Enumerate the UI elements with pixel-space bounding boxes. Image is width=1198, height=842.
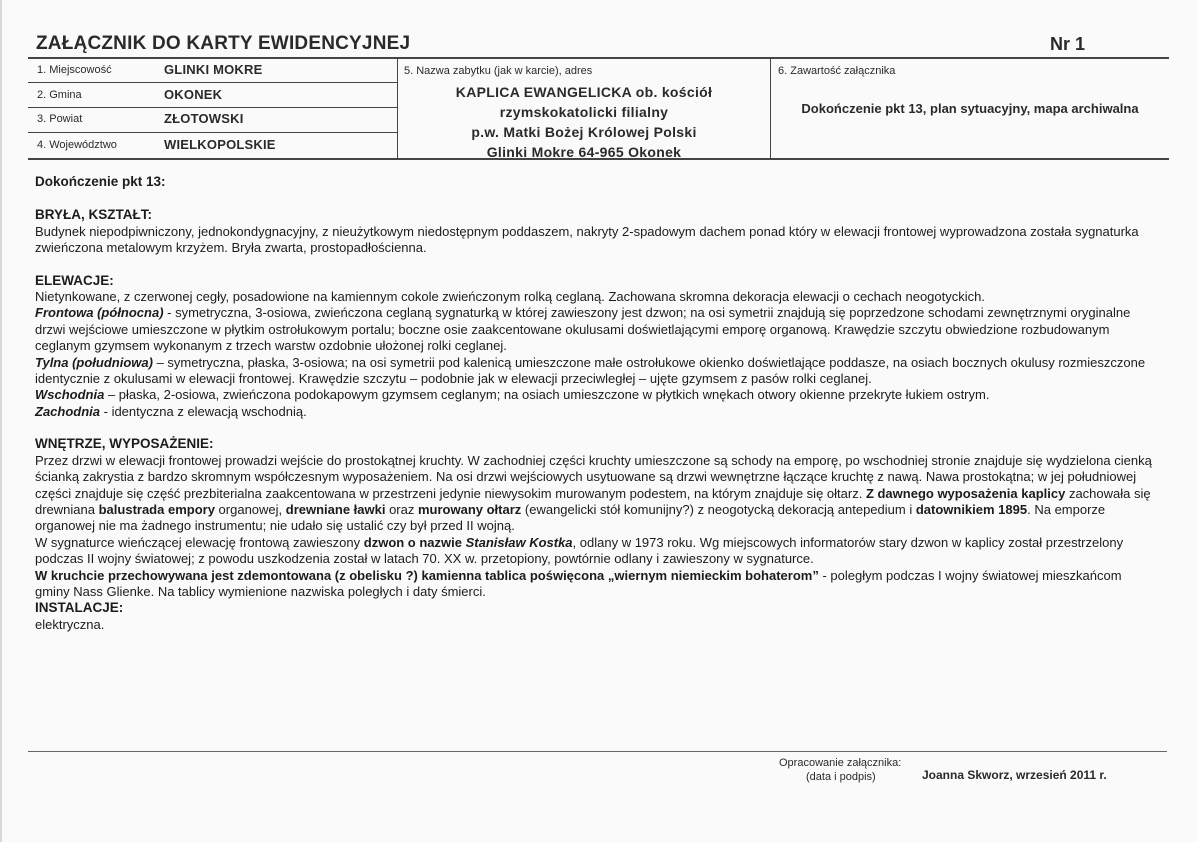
footer-author: Joanna Skworz, wrzesień 2011 r. [922, 768, 1107, 782]
top-rule [28, 57, 1169, 59]
wnetrze-p1-text-2: zachowała się drewniana [35, 485, 1151, 517]
zabytek-line-2: rzymskokatolicki filialny [499, 104, 669, 120]
tylna-label: Tylna (południowa) [35, 354, 153, 370]
zawartosc-label: 6. Zawartość załącznika [778, 65, 896, 77]
wnetrze-paragraph-3 [35, 568, 1155, 601]
footer-label: Opracowanie załącznika: [779, 757, 902, 769]
zachodnia-label: Zachodnia [35, 403, 101, 419]
column-divider-1 [397, 58, 398, 158]
bryla-text: Budynek niepodpiwniczony, jednokondygnacyjny, z nieużytkowym niedostępnym poddaszem, nakryty 2-spadowym dachem ponad który w elewacji frontowej wyprowadzona została sygnaturka zwieńczona metalowym krzyżem. Bryła zwarta, prostopadłościenna. [35, 223, 1139, 256]
wnetrze-p2-text-1: W sygnaturce wieńczącej elewację frontową zawieszony [35, 534, 364, 550]
row-divider-2 [28, 107, 397, 108]
elewacja-frontowa [35, 305, 1155, 354]
instalacje-text: elektryczna. [35, 616, 105, 632]
zawartosc-value: Dokończenie pkt 13, plan sytuacyjny, mapa archiwalna [801, 101, 1139, 116]
wnetrze-heading: WNĘTRZE, WYPOSAŻENIE: [35, 436, 214, 452]
wnetrze-paragraph-1 [35, 453, 1155, 535]
gmina-value: OKONEK [164, 87, 223, 102]
powiat-value: ZŁOTOWSKI [164, 111, 244, 126]
column-divider-2 [770, 58, 771, 158]
intro-heading: Dokończenie pkt 13: [35, 174, 166, 189]
zabytek-line-4: Glinki Mokre 64-965 Okonek [486, 144, 682, 160]
wnetrze-p1-text: Przez drzwi w elewacji frontowej prowadzi wejście do prostokątnej kruchty. W zachodniej części kruchty umieszczone są schody na emporę, po wschodniej stronie znajduje się wydzielona cienką ścianką zakrystia z bardzo skromnym współczesnym wyposażeniem. Na osi drzwi wejściowych usytuowane są drzwi wewnętrzne łączące kruchtę z nawą. Nawa prostokątna; w jej południowej części znajduje się część prezbiterialna zaakcentowana w przestrzeni jedynie niewysokim murowanym podestem, na którym znajduje się ołtarz. [35, 452, 1152, 501]
wnetrze-p2-bold-1: dzwon o nazwie [363, 534, 466, 550]
wnetrze-p3-text: - poległym podczas I wojny światowej mieszkańcom gminy Nass Glienke. Na tablicy wymienione nazwiska poległych i daty śmierci. [35, 567, 1122, 599]
bryla-heading: BRYŁA, KSZTAŁT: [35, 207, 152, 223]
attachment-number: Nr 1 [1050, 34, 1086, 54]
document-body [35, 174, 1155, 633]
zabytek-line-1: KAPLICA EWANGELICKA ob. kościół [455, 84, 713, 100]
zachodnia-text: - identyczna z elewacją wschodnią. [100, 403, 307, 419]
wnetrze-p3-bold: W kruchcie przechowywana jest zdemontowana (z obelisku ?) kamienna tablica poświęcona „wiernym niemieckim bohaterom” [35, 567, 819, 583]
wnetrze-p1-text-6: . Na emporze organowej nie ma żadnego instrumentu; nie udało się ustalić czy był przed II wojną. [35, 501, 1106, 534]
instalacje-heading: INSTALACJE: [35, 600, 124, 616]
page-edge [0, 0, 2, 842]
wnetrze-p1-text-3: organowej, [214, 501, 286, 517]
wnetrze-p2-text-2: , odlany w 1973 roku. Wg miejscowych informatorów stary dzwon w kaplicy został przestrzelony podczas II wojny światowej; z powodu uszkodzenia został w latach 70. XX w. przetopiony, powtórnie odlany i zawieszony w sygnaturce. [35, 534, 1124, 567]
wschodnia-text: – płaska, 2-osiowa, zwieńczona podokapowym gzymsem ceglanym; na osiach umieszczone w płytkich wnękach otwory okienne przekryte łukiem ostrym. [104, 387, 990, 403]
wnetrze-p1-bold-5: datownikiem 1895 [915, 501, 1028, 517]
elewacje-intro: Nietynkowane, z czerwonej cegły, posadowione na kamiennym cokole zwieńczonym rolką ceglaną. Zachowana skromna dekoracja elewacji o cechach neogotyckich. [35, 289, 985, 305]
wojewodztwo-label: 4. Województwo [37, 139, 117, 151]
miejscowosc-value: GLINKI MOKRE [164, 62, 263, 77]
powiat-label: 3. Powiat [37, 113, 83, 125]
zabytek-label: 5. Nazwa zabytku (jak w karcie), adres [404, 65, 593, 77]
footer-rule [28, 751, 1167, 752]
wnetrze-p1-text-5: (ewangelicki stół komunijny?) z neogotycką dekoracją antepedium i [521, 501, 916, 517]
zabytek-name [400, 82, 768, 162]
row-divider-1 [28, 82, 397, 83]
wschodnia-label: Wschodnia [35, 387, 105, 403]
wnetrze-p1-bold-2: balustrada empory [98, 501, 215, 517]
wnetrze-paragraph-2 [35, 535, 1155, 568]
wnetrze-p1-bold-3: drewniane ławki [285, 501, 386, 517]
zabytek-line-3: p.w. Matki Bożej Królowej Polski [471, 124, 697, 140]
elewacja-wschodnia [35, 387, 1155, 403]
page-title: ZAŁĄCZNIK DO KARTY EWIDENCYJNEJ [36, 33, 411, 54]
wnetrze-p1-text-4: oraz [385, 501, 418, 517]
frontowa-text: - symetryczna, 3-osiowa, zwieńczona ceglaną sygnaturką w której zawieszony jest dzwon; na osi symetrii znajdują się poprzedzone schodami zewnętrznymi oryginalne drzwi wejściowe umieszczone w płytkim ostrołukowym portalu; boczne osie zaakcentowane okulusami doświetlającymi emporę organową. Krawędzie szczytu obwiedzione rozbudowanym ceglanym gzymsem wykonanym z trzech warstw ozdobnie ułożonej rolki ceglanej. [35, 305, 1131, 354]
footer-sub: (data i podpis) [806, 771, 876, 783]
elewacje-heading: ELEWACJE: [35, 272, 114, 288]
miejscowosc-label: 1. Miejscowość [37, 64, 112, 76]
row-divider-3 [28, 132, 397, 133]
elewacja-tylna [35, 355, 1155, 388]
wnetrze-p1-bold-1: Z dawnego wyposażenia kaplicy [865, 485, 1066, 501]
tylna-text: – symetryczna, płaska, 3-osiowa; na osi symetrii pod kalenicą umieszczone małe ostrołukowe okienko doświetlające poddasze, na osiach bocznych okulusy rozmieszczone identycznie z okulusami w elewacji frontowej. Krawędzie szczytu – podobnie jak w elewacji przeciwległej – ujęte gzymsem z pasów rolki ceglanej. [35, 354, 1146, 387]
wnetrze-p2-bold-italic: Stanisław Kostka [465, 534, 573, 550]
wnetrze-p1-bold-4: murowany ołtarz [417, 501, 522, 517]
elewacja-zachodnia [35, 404, 1155, 420]
wojewodztwo-value: WIELKOPOLSKIE [164, 137, 276, 152]
frontowa-label: Frontowa (północna) [35, 305, 164, 321]
gmina-label: 2. Gmina [37, 89, 82, 101]
